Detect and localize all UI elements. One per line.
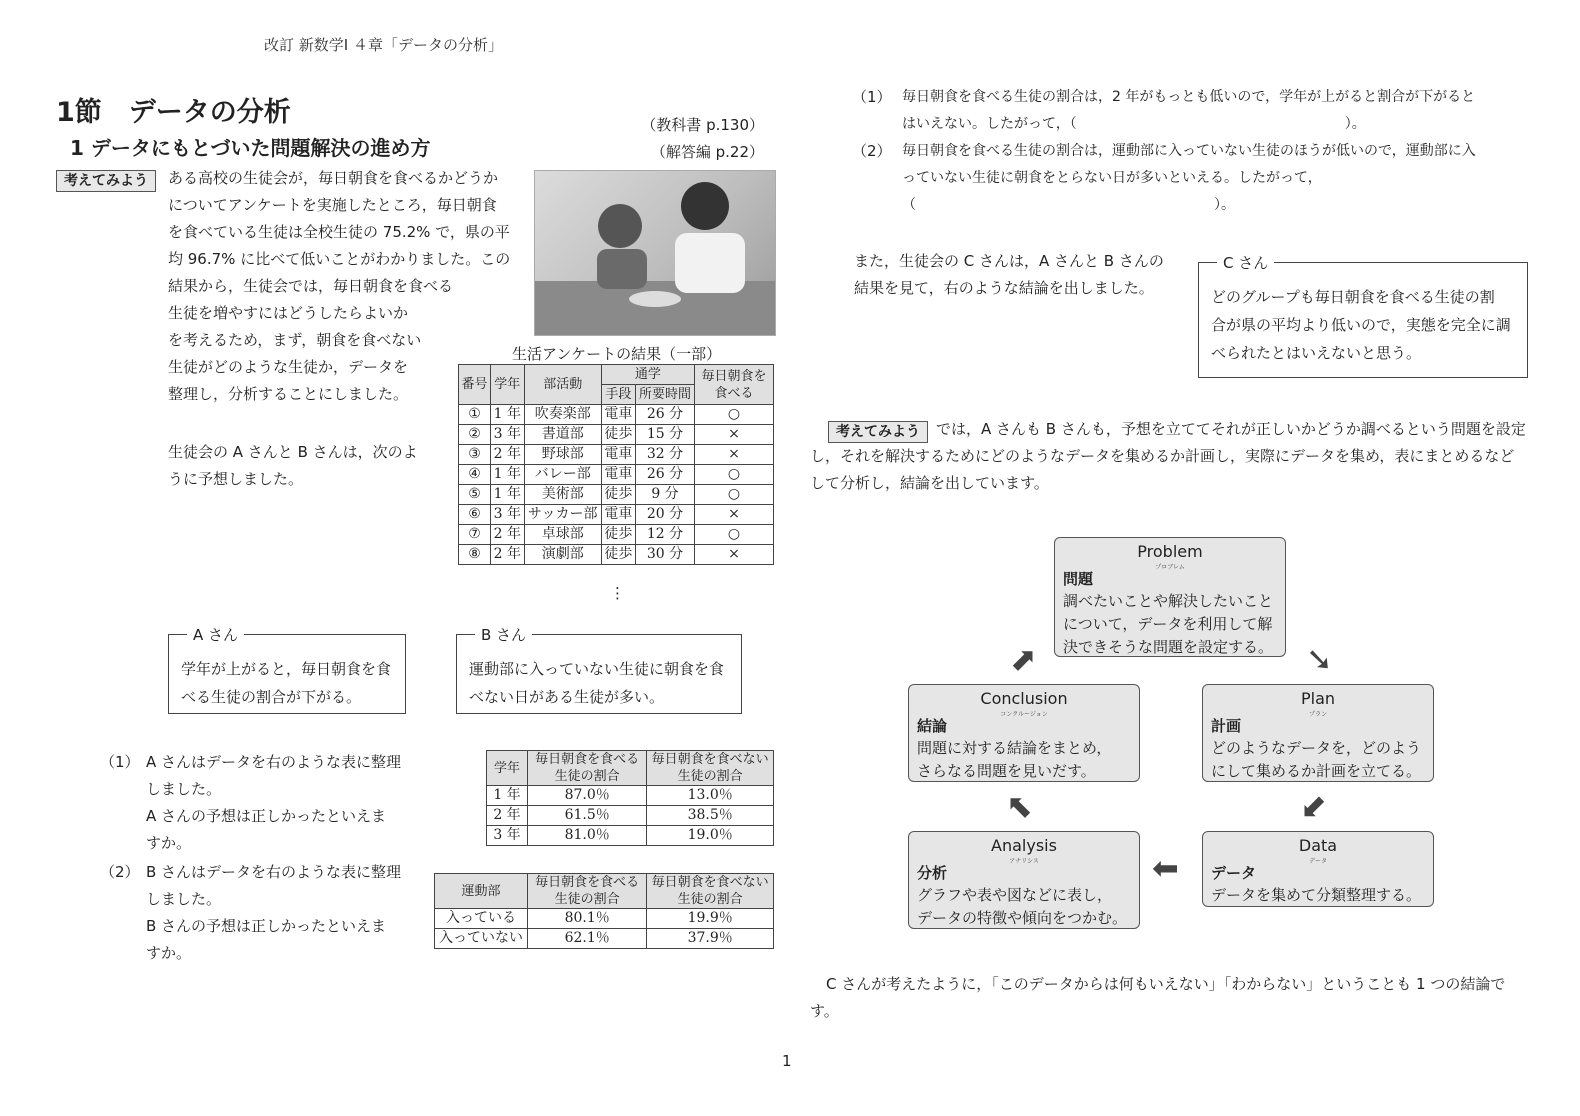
cycle-problem: Problem プロブレム 問題 調べたいことや解決したいこと について，データを利用して解 決できそうな問題を設定する。 (1054, 537, 1286, 657)
table-row: ① 1 年 吹奏楽部 電車 26 分 ○ (459, 405, 774, 425)
table-row: 3 年 81.0％ 19.0％ (487, 826, 774, 846)
answer-reference: （解答編 p.22） (650, 143, 764, 161)
page-number: 1 (782, 1052, 792, 1070)
prediction-text: 生徒会の A さんと B さんは，次のよ うに予想しました。 (168, 443, 418, 488)
table-row: ⑦ 2 年 卓球部 徒歩 12 分 ○ (459, 525, 774, 545)
b-label: B さん (475, 624, 532, 645)
table-row: ⑥ 3 年 サッカー部 電車 20 分 × (459, 505, 774, 525)
table-row: 2 年 61.5％ 38.5％ (487, 806, 774, 826)
answer1-number: （1） (852, 88, 892, 106)
table-row: ② 3 年 書道部 徒歩 15 分 × (459, 425, 774, 445)
arrow-up-left-icon: ⬉ (1006, 787, 1033, 825)
think2-line2: し，それを解決するためにどのようなデータを集めるか計画し，実際にデータを集め，表にまとめるなど (810, 447, 1515, 465)
students-photo (534, 170, 776, 336)
table-row: ⑤ 1 年 美術部 徒歩 9 分 ○ (459, 485, 774, 505)
students-illustration (535, 171, 775, 335)
think2-line3: して分析し，結論を出しています。 (810, 474, 1049, 492)
arrow-down-left-icon: ⬋ (1300, 787, 1327, 825)
table-ellipsis: ⋮ (610, 584, 625, 602)
table-row: 入っていない 62.1％ 37.9％ (435, 929, 774, 949)
survey-caption: 生活アンケートの結果（一部） (512, 345, 722, 363)
closing-line1: C さんが考えたように，「このデータからは何もいえない」「わからない」ということも 1 つの結論で (826, 975, 1506, 993)
q2-text: B さんはデータを右のような表に整理 しました。 B さんの予想は正しかったといえま すか。 (146, 863, 402, 962)
table-row: ③ 2 年 野球部 電車 32 分 × (459, 445, 774, 465)
c-intro-text: また，生徒会の C さんは，A さんと B さんの 結果を見て，右のような結論を出しました。 (854, 252, 1164, 297)
cycle-data: Data データ データ データを集めて分類整理する。 (1202, 831, 1434, 907)
q1-number: （1） (100, 753, 140, 771)
q1-text: A さんはデータを右のような表に整理 しました。 A さんの予想は正しかったといえま すか。 (146, 753, 402, 852)
cycle-plan: Plan プラン 計画 どのようなデータを，どのよう にして集めるか計画を立てる。 (1202, 684, 1434, 782)
b-prediction-box: B さん 運動部に入っていない生徒に朝食を食 べない日がある生徒が多い。 (456, 634, 742, 714)
q2-number: （2） (100, 863, 140, 881)
closing-line2: す。 (810, 1002, 839, 1020)
c-label: C さん (1217, 252, 1274, 273)
table-row: ⑧ 2 年 演劇部 徒歩 30 分 × (459, 545, 774, 565)
answer1-text: 毎日朝食を食べる生徒の割合は，2 年がもっとも低いので，学年が上がると割合が下がると はいえない。したがって，（ ）。 (902, 89, 1476, 132)
answer2-text: 毎日朝食を食べる生徒の割合は，運動部に入っていない生徒のほうが低いので，運動部に入 っていない生徒に朝食をとらない日が多いといえる。したがって， （ ）。 (902, 143, 1476, 213)
textbook-reference: （教科書 p.130） (641, 116, 764, 134)
grade-table: 学年 毎日朝食を食べる生徒の割合 毎日朝食を食べない生徒の割合 1 年 87.0％ 13.0％ 2 年 61.5％ 38.5％ 3 年 81.0％ 19.0％ (486, 750, 774, 846)
survey-table: 番号 学年 部活動 通学 毎日朝食を食べる 手段 所要時間 ① 1 年 吹奏楽部 電車 26 分 ○ ② 3 年 書道部 徒歩 15 分 × ③ 2 年 野球部 電車 32 分 × ④ 1 年 バレー部 電車 26 分 ○ ⑤ 1 年 美術部 徒歩 9 分 ○ ⑥ 3 年 サッカー部 電車 20 分 × ⑦ 2 年 卓球部 徒歩 12 分 ○ ⑧ 2 年 演劇部 徒歩 30 分 × (458, 364, 774, 565)
arrow-down-right-icon: ➘ (1306, 640, 1333, 678)
document-header: 改訂 新数学Ⅰ ４章「データの分析」 (264, 36, 503, 54)
table-row: 1 年 87.0％ 13.0％ (487, 786, 774, 806)
arrow-left-icon: ⬅ (1152, 849, 1179, 887)
table-row: 入っている 80.1％ 19.9％ (435, 909, 774, 929)
cycle-analysis: Analysis アナリシス 分析 グラフや表や図などに表し， データの特徴や傾向をつかむ。 (908, 831, 1140, 929)
club-table: 運動部 毎日朝食を食べる生徒の割合 毎日朝食を食べない生徒の割合 入っている 80.1％ 19.9％ 入っていない 62.1％ 37.9％ (434, 873, 774, 949)
a-prediction-box: A さん 学年が上がると，毎日朝食を食 べる生徒の割合が下がる。 (168, 634, 406, 714)
answer2-number: （2） (852, 142, 892, 160)
think-tag-2: 考えてみよう (828, 421, 928, 443)
table-row: ④ 1 年 バレー部 電車 26 分 ○ (459, 465, 774, 485)
a-label: A さん (187, 624, 244, 645)
subsection-title: 1 データにもとづいた問題解決の進め方 (70, 136, 431, 160)
c-conclusion-box: C さん どのグループも毎日朝食を食べる生徒の割 合が県の平均より低いので，実態を完全に調 べられたとはいえないと思う。 (1198, 262, 1528, 378)
section-title: 1節 データの分析 (56, 97, 291, 128)
think-tag: 考えてみよう (56, 170, 156, 192)
arrow-up-right-icon: ⬈ (1010, 640, 1037, 678)
intro-text: ある高校の生徒会が，毎日朝食を食べるかどうか についてアンケートを実施したところ，毎日朝食 を食べている生徒は全校生徒の 75.2% で，県の平 均 96.7% に比べて低いことがわかりました。この 結果から，生徒会では，毎日朝食を食べる 生徒を増やすにはどうしたらよいか を考えるため，まず，朝食を食べない 生徒がどのような生徒か，データを 整理し，分析することにしました。 (168, 169, 511, 403)
think2-line1: では，A さんも B さんも，予想を立ててそれが正しいかどうか調べるという問題を設定 (936, 420, 1526, 438)
cycle-conclusion: Conclusion コンクルージョン 結論 問題に対する結論をまとめ， さらなる問題を見いだす。 (908, 684, 1140, 782)
